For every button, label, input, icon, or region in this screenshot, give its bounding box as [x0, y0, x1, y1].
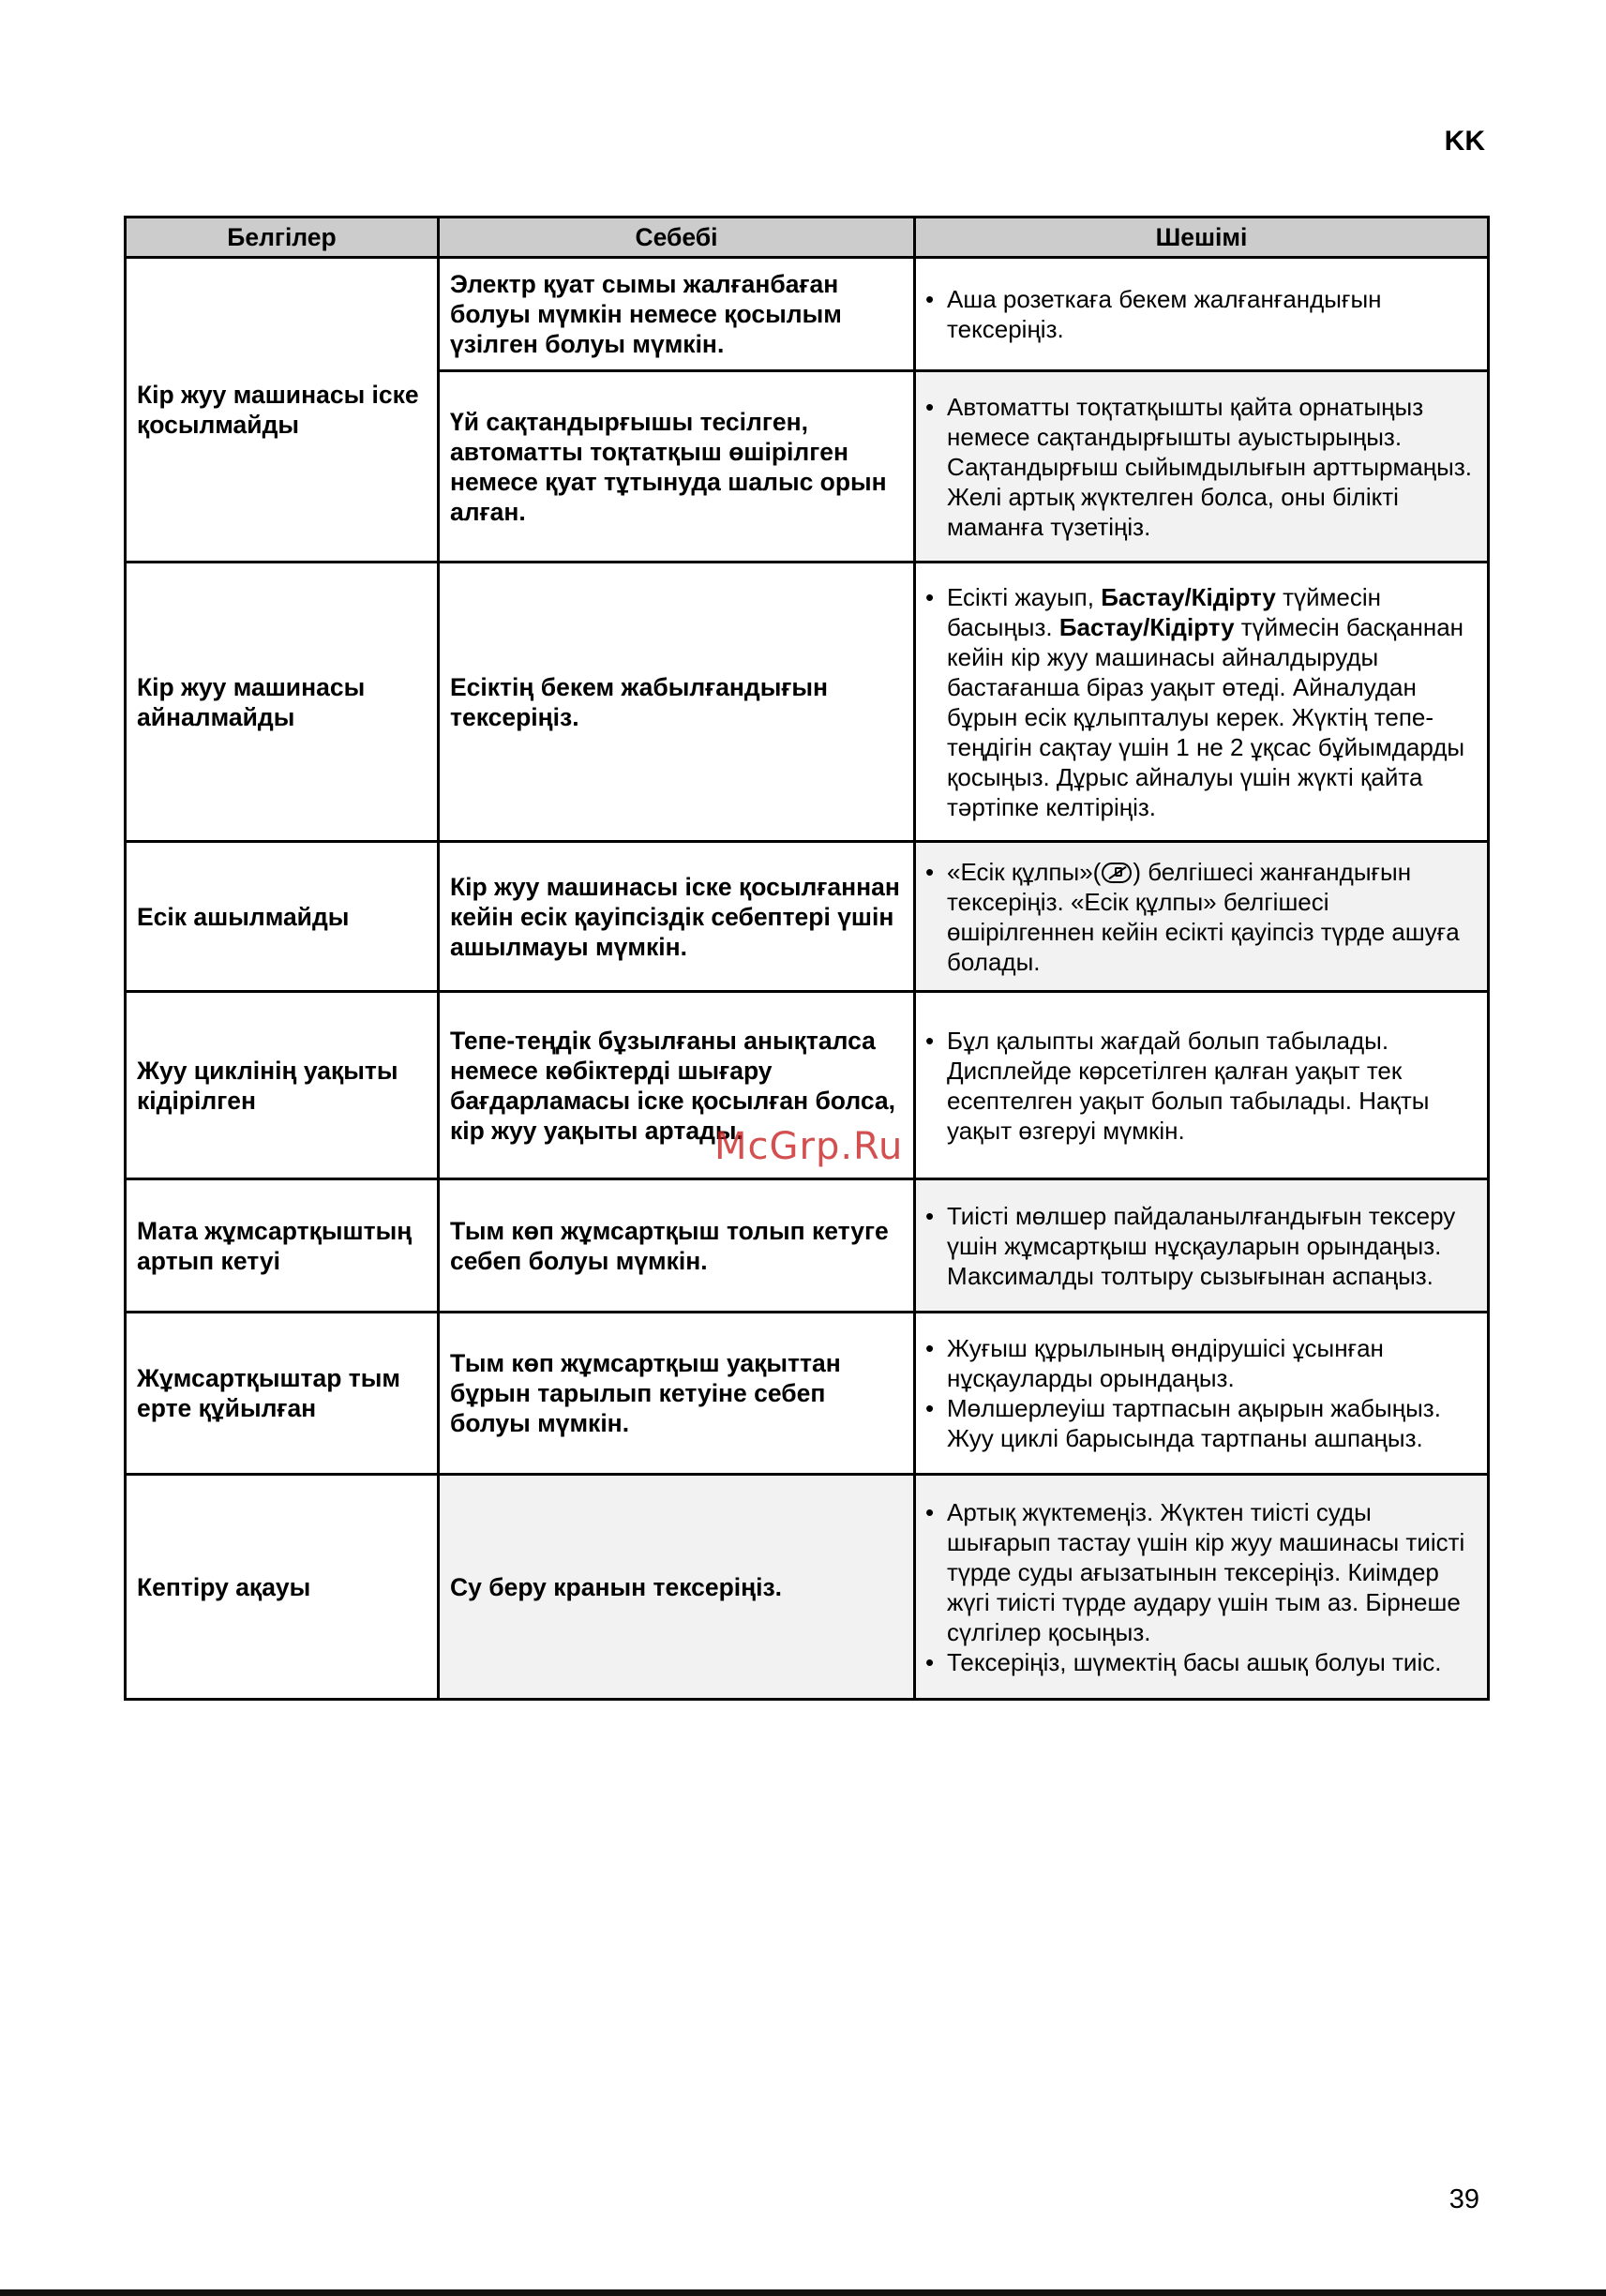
cause-cell: Электр қуат сымы жалғанбаған болуы мүмкін немесе қосылым үзілген болуы мүмкін.: [439, 258, 915, 371]
table-row: [126, 1179, 1489, 1313]
solution-item: • Тексеріңіз, шүмектің басы ашық болуы тиіс.: [925, 1647, 1479, 1677]
table-row: [126, 1313, 1489, 1475]
solution-item: • Мөлшерлеуіш тартпасын ақырын жабыңыз. Жуу циклі барысында тартпаны ашпаңыз.: [925, 1393, 1479, 1453]
table-row: [126, 842, 1489, 992]
symptom-cell: Жұмсартқыштар тым ерте құйылған: [126, 1313, 439, 1475]
solution-cell: [915, 1475, 1489, 1700]
solution-item: • Есікті жауып, Бастау/Кідірту түймесін басыңыз. Бастау/Кідірту түймесін басқаннан кейін кір жуу машинасы айналдыруды бастағанша біраз уақыт өтеді. Айналудан бұрын есік құлыпталуы керек. Жүктің тепе-теңдігін сақтау үшін 1 не 2 ұқсас бұйымдарды қосыңыз. Дұрыс айналуы үшін жүкті қайта тәртіпке келтіріңіз.: [925, 582, 1479, 822]
table-row: [126, 563, 1489, 842]
table-row: [126, 1475, 1489, 1700]
solution-item: • «Есік құлпы»( ) белгішесі жанғандығын тексеріңіз. «Есік құлпы» белгішесі өшірілгеннен кейін есікті қауіпсіз түрде ашуға болады.: [925, 857, 1479, 977]
table-row: [126, 258, 1489, 371]
cause-cell: Тым көп жұмсартқыш толып кетуге себеп болуы мүмкін.: [439, 1179, 915, 1313]
bottom-edge-strip: [0, 2289, 1606, 2296]
door-lock-icon: [1102, 863, 1132, 883]
solution-cell: [915, 1179, 1489, 1313]
symptom-cell: Мата жұмсартқыштың артып кетуі: [126, 1179, 439, 1313]
symptom-cell: Есік ашылмайды: [126, 842, 439, 992]
column-header-cause: Себебі: [439, 218, 915, 258]
solution-item: • Тиісті мөлшер пайдаланылғандығын тексеру үшін жұмсартқыш нұсқауларын орындаңыз. Максималды толтыру сызығынан аспаңыз.: [925, 1201, 1479, 1291]
cause-cell: Есіктің бекем жабылғандығын тексеріңіз.: [439, 563, 915, 842]
column-header-symptoms: Белгілер: [126, 218, 439, 258]
solution-cell: [915, 371, 1489, 563]
solution-item: • Артық жүктемеңіз. Жүктен тиісті суды шығарып тастау үшін кір жуу машинасы тиісті түрде суды ағызатынын тексеріңіз. Киімдер жүгі тиісті түрде аудару үшін тым аз. Бірнеше сүлгілер қосыңыз.: [925, 1497, 1479, 1647]
language-code: KK: [1444, 126, 1485, 157]
symptom-cell: Кір жуу машинасы айналмайды: [126, 563, 439, 842]
troubleshooting-table: [124, 216, 1490, 1701]
page-number: 39: [1448, 2184, 1479, 2214]
solution-item: • Жуғыш құрылының өндірушісі ұсынған нұсқауларды орындаңыз.: [925, 1333, 1479, 1393]
solution-item: • Аша розеткаға бекем жалғанғандығын тексеріңіз.: [925, 284, 1479, 344]
solution-cell: [915, 992, 1489, 1179]
solution-cell: [915, 1313, 1489, 1475]
start-pause-button-label: Бастау/Кідірту: [1058, 612, 1235, 641]
watermark: McGrp.Ru: [714, 1125, 904, 1168]
symptom-cell: Кір жуу машинасы іске қосылмайды: [126, 258, 439, 563]
cause-cell: Су беру кранын тексеріңіз.: [439, 1475, 915, 1700]
solution-item: • Бұл қалыпты жағдай болып табылады. Дисплейде көрсетілген қалған уақыт тек есептелген уақыт болып табылады. Нақты уақыт өзгеруі мүмкін.: [925, 1026, 1479, 1146]
symptom-cell: Кептіру ақауы: [126, 1475, 439, 1700]
cause-cell: Үй сақтандырғышы тесілген, автоматты тоқтатқыш өшірілген немесе қуат тұтынуда шалыс орын алған.: [439, 371, 915, 563]
cause-cell: Тепе-теңдік бұзылғаны анықталса немесе көбіктерді шығару бағдарламасы іске қосылған болса, кір жуу уақыты артады.: [439, 992, 915, 1179]
solution-item: • Автоматты тоқтатқышты қайта орнатыңыз немесе сақтандырғышты ауыстырыңыз. Сақтандырғыш сыйымдылығын арттырмаңыз. Желі артық жүктелген болса, оны білікті маманға түзетіңіз.: [925, 392, 1479, 542]
cause-cell: Кір жуу машинасы іске қосылғаннан кейін есік қауіпсіздік себептері үшін ашылмауы мүмкін.: [439, 842, 915, 992]
start-pause-button-label: Бастау/Кідірту: [1101, 582, 1276, 611]
cause-cell: Тым көп жұмсартқыш уақыттан бұрын тарылып кетуіне себеп болуы мүмкін.: [439, 1313, 915, 1475]
table-header-row: [126, 218, 1489, 258]
solution-cell: [915, 563, 1489, 842]
column-header-solution: Шешімі: [915, 218, 1489, 258]
symptom-cell: Жуу циклінің уақыты кідірілген: [126, 992, 439, 1179]
solution-cell: [915, 258, 1489, 371]
solution-cell: [915, 842, 1489, 992]
